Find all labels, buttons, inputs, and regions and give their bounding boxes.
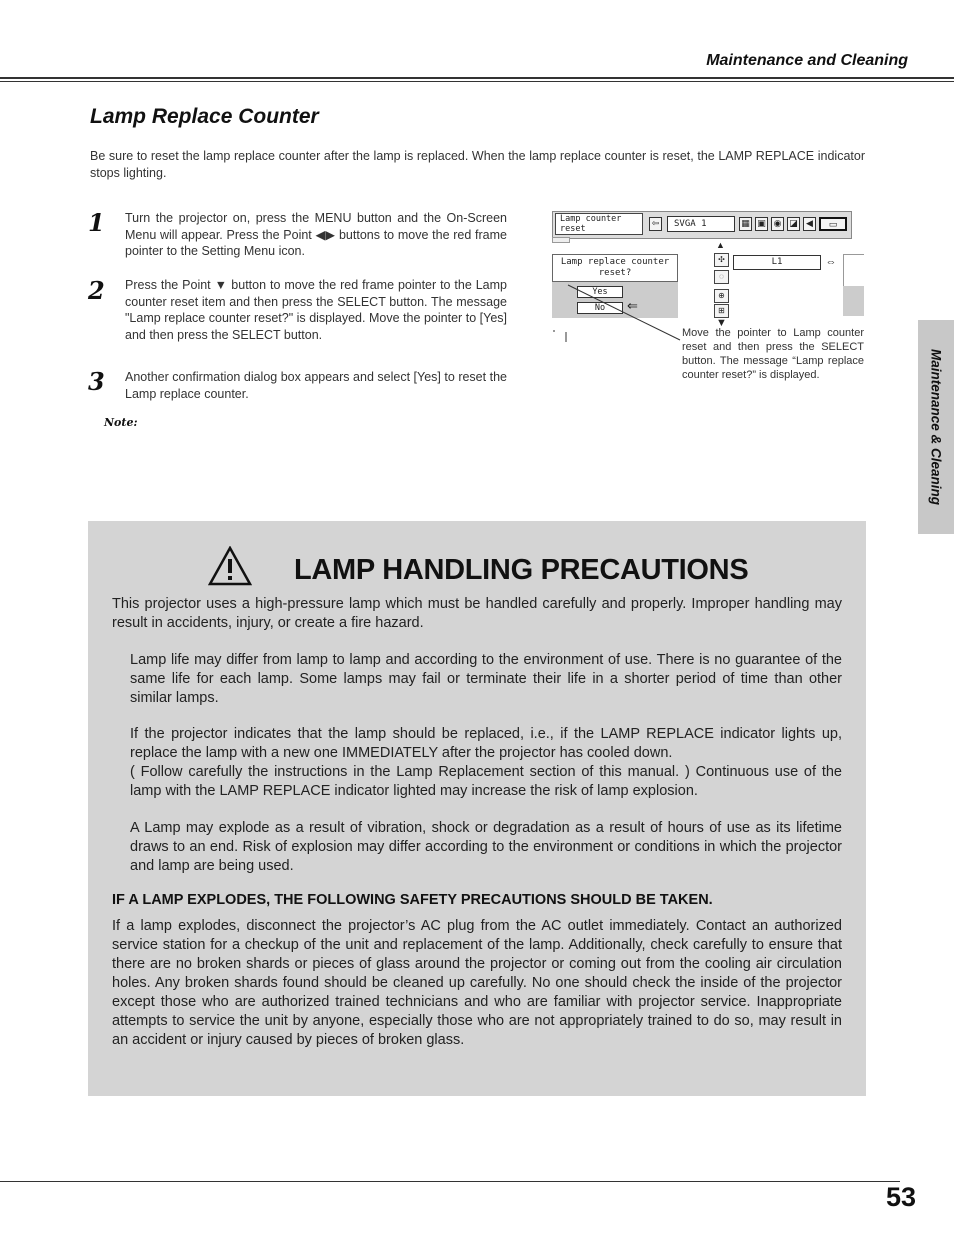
precautions-title: LAMP HANDLING PRECAUTIONS <box>294 554 749 586</box>
precaution-paragraph-3b: ( Follow carefully the instructions in the Lamp Replacement section of this manual. ) Continuous use of the lamp with the LAMP REPLACE indicator lighted may increase the risk of lamp explosion. <box>130 764 842 799</box>
step-text-2: Press the Point ▼ button to move the red frame pointer to the Lamp counter reset item and then press the SELECT button. The message "Lamp replace counter reset?" is displayed. Move the pointer to [Yes] and then press the SELECT button. <box>125 278 507 342</box>
section-title: Lamp Replace Counter <box>90 105 319 128</box>
precaution-paragraph-1: This projector uses a high-pressure lamp which must be handled carefully and properly. Improper handling may result in accidents, injury, or create a fire hazard. <box>112 596 842 631</box>
right-panel-shade <box>843 286 864 316</box>
header-rule-thin <box>0 81 954 82</box>
precaution-paragraph-3 <box>130 725 842 801</box>
precaution-paragraph-2: Lamp life may differ from lamp to lamp and according to the environment of use. There is no guarantee of the same life for each lamp. Some lamps may fail or terminate their life in a shorter period of time than other similar lamps. <box>130 652 842 706</box>
side-tab-label: Maintenance & Cleaning <box>928 348 944 506</box>
toolbar-item-label: Lamp counter reset <box>555 213 643 235</box>
menu-icon-1: ▦ <box>739 217 752 231</box>
scroll-up-icon: ▲ <box>716 240 725 250</box>
setting-menu-icon: ▭ <box>819 217 847 231</box>
note-label: Note: <box>104 416 138 429</box>
sound-icon: ◀ <box>803 217 816 231</box>
intro-paragraph: Be sure to reset the lamp replace counter after the lamp is replaced. When the lamp replace counter is reset, the LAMP REPLACE indicator stops lighting. <box>90 149 865 180</box>
pointer-arrow-icon: ⇐ <box>627 298 638 313</box>
precaution-paragraph-4: A Lamp may explode as a result of vibration, shock or degradation as a result of hours of use as its lifetime draws to an end. Risk of explosion may differ according to the environment or conditions in which the projector and lamp are being used. <box>130 820 842 874</box>
lamp-field: L1 <box>733 255 821 270</box>
precaution-paragraph-3a: If the projector indicates that the lamp should be replaced, i.e., if the LAMP REPLACE indicator lights up, replace the lamp with a new one IMMEDIATELY after the projector has cooled down. <box>130 726 842 761</box>
menu-toolbar-illustration <box>552 211 852 239</box>
header-rule <box>0 77 954 79</box>
step-number-1: 1 <box>88 208 105 237</box>
scroll-down-icon: ▼ <box>716 317 727 329</box>
step-text-3: Another confirmation dialog box appears and select [Yes] to reset the Lamp replace counter. <box>125 370 507 401</box>
fan-icon: ✣ <box>714 253 729 267</box>
menu-icon-2: ▣ <box>755 217 768 231</box>
setting-icons-column <box>714 240 730 330</box>
left-right-arrows-icon: ⇔ <box>825 256 837 268</box>
callout-line <box>540 280 700 350</box>
yes-button: Yes <box>577 286 623 298</box>
menu-icon-4: ◪ <box>787 217 800 231</box>
footer-rule <box>0 1181 900 1182</box>
step-number-3: 3 <box>88 367 105 396</box>
illustration-caption: Move the pointer to Lamp counter reset and then press the SELECT button. The message “Lamp replace counter reset?” is displayed. <box>682 327 864 381</box>
menu-tab <box>552 237 570 243</box>
step-text-1: Turn the projector on, press the MENU button and the On-Screen Menu will appear. Press the Point ◀▶ buttons to move the red frame pointer to the Setting Menu icon. <box>125 211 507 258</box>
step-number-2: 2 <box>88 276 105 305</box>
side-tab <box>918 320 954 534</box>
warning-icon <box>208 546 252 586</box>
menu-icon-3: ◉ <box>771 217 784 231</box>
no-button: No <box>577 302 623 314</box>
counter-icon: ⊕ <box>714 289 729 303</box>
dialog-message: Lamp replace counter reset? <box>552 254 678 282</box>
page-number: 53 <box>885 1182 916 1212</box>
explosion-paragraph: If a lamp explodes, disconnect the projector’s AC plug from the AC outlet immediately. Contact an authorized service station for a checkup of the unit and replacement of the lamp. Additionally, check carefully to ensure that there are no broken shards or pieces of glass around the projector or coming out from the cooling air circulation holes. Any broken shards found should be cleaned up carefully. No one should check the inside of the projector except those who are authorized trained technicians and who are familiar with projector service. Inappropriate attempts to service the unit by anyone, especially those who are not appropriately trained to do so, may result in an accident or injury caused by pieces of broken glass. <box>112 918 842 1048</box>
input-icon: ⇦ <box>649 217 662 231</box>
explosion-heading: IF A LAMP EXPLODES, THE FOLLOWING SAFETY PRECAUTIONS SHOULD BE TAKEN. <box>112 892 713 908</box>
reset-icon: ⊞ <box>714 304 729 318</box>
source-display: SVGA 1 <box>667 216 735 232</box>
lamp-icon: ◌ <box>714 270 729 284</box>
section-header: Maintenance and Cleaning <box>706 52 908 69</box>
